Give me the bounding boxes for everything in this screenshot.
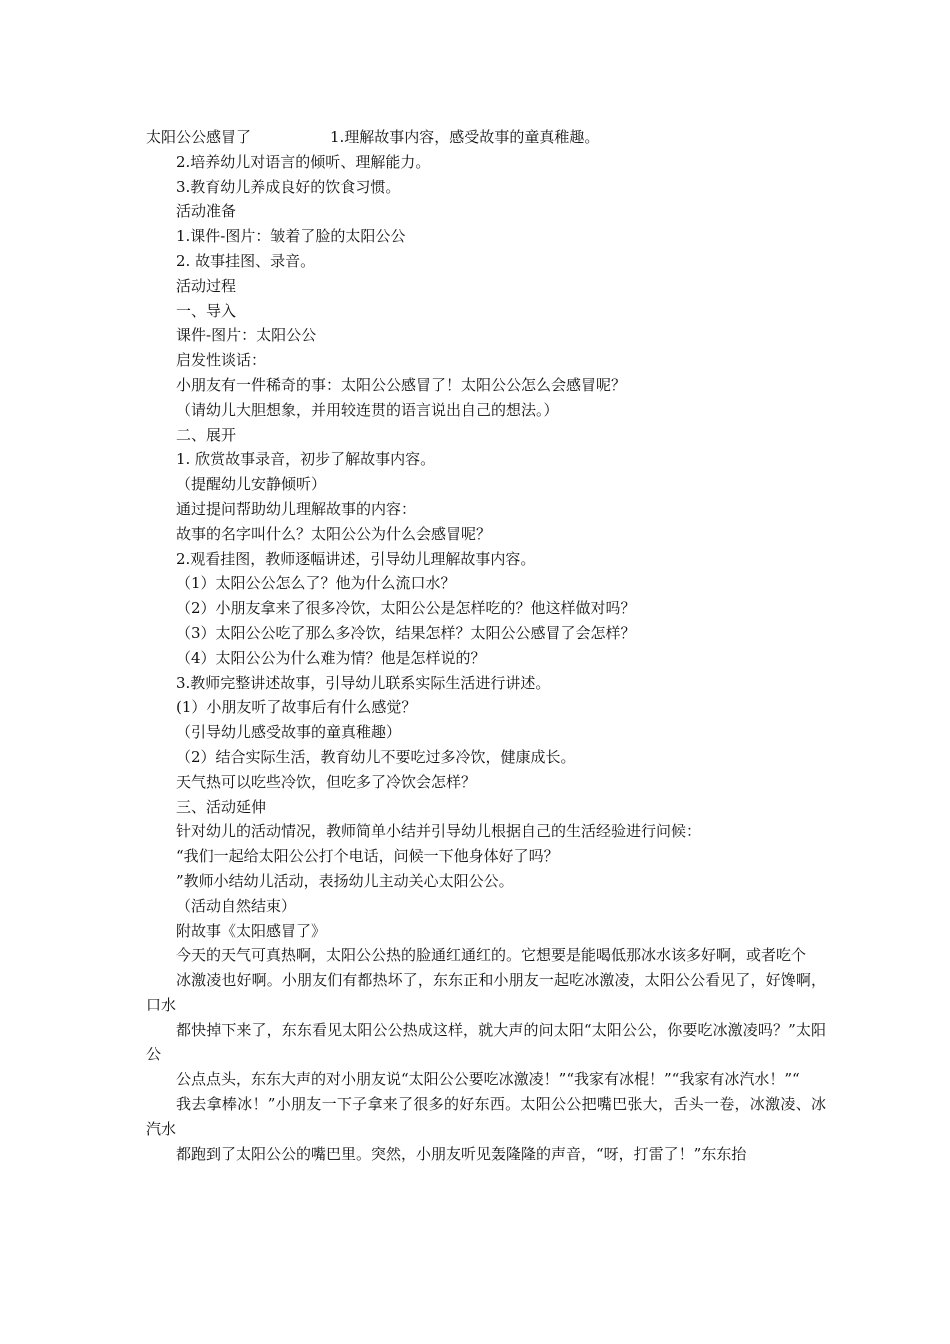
text-line: （请幼儿大胆想象，并用较连贯的语言说出自己的想法。） [176, 400, 559, 419]
story-paragraph: 公点点头，东东大声的对小朋友说“太阳公公要吃冰激凌！”“我家有冰棍！”“我家有冰汽水！”“ [176, 1070, 800, 1089]
text-line: 启发性谈话： [176, 351, 267, 370]
story-title: 附故事《太阳感冒了》 [176, 921, 327, 940]
story-paragraph: 冰激凌也好啊。小朋友们有都热坏了，东东正和小朋友一起吃冰激凌，太阳公公看见了，好馋啊，口水 [146, 971, 826, 1014]
text-line: （2）结合实际生活，教育幼儿不要吃过多冷饮，健康成长。 [176, 747, 576, 766]
preparation-item-2: 2. 故事挂图、录音。 [176, 251, 316, 270]
text-line: （活动自然结束） [176, 896, 297, 915]
text-line: 通过提问帮助幼儿理解故事的内容： [176, 499, 417, 518]
document-body [146, 125, 826, 1166]
section-heading-process: 活动过程 [176, 276, 237, 295]
text-line: ”教师小结幼儿活动，表扬幼儿主动关心太阳公公。 [176, 871, 514, 890]
title-line [146, 125, 826, 150]
text-line: 2.观看挂图，教师逐幅讲述，引导幼儿理解故事内容。 [176, 549, 536, 568]
question-2: （2）小朋友拿来了很多冷饮，太阳公公是怎样吃的？他这样做对吗？ [176, 599, 636, 618]
text-line: 天气热可以吃些冷饮，但吃多了冷饮会怎样？ [176, 772, 477, 791]
goal-3: 3.教育幼儿养成良好的饮食习惯。 [176, 177, 401, 196]
goal-2: 2.培养幼儿对语言的倾听、理解能力。 [176, 152, 431, 171]
text-line: 1. 欣赏故事录音，初步了解故事内容。 [176, 450, 436, 469]
story-paragraph: 我去拿棒冰！”小朋友一下子拿来了很多的好东西。太阳公公把嘴巴张大，舌头一卷，冰激凌、冰汽水 [146, 1095, 826, 1138]
step-heading-extension: 三、活动延伸 [176, 797, 267, 816]
text-line: 3.教师完整讲述故事，引导幼儿联系实际生活进行讲述。 [176, 673, 551, 692]
story-paragraph: 都跑到了太阳公公的嘴巴里。突然，小朋友听见轰隆隆的声音，“呀，打雷了！”东东抬 [176, 1144, 747, 1163]
story-paragraph: 都快掉下来了，东东看见太阳公公热成这样，就大声的问太阳“太阳公公，你要吃冰激凌吗？”太阳公 [146, 1020, 826, 1064]
question-3: （3）太阳公公吃了那么多冷饮，结果怎样？太阳公公感冒了会怎样？ [176, 623, 636, 642]
text-line: “我们一起给太阳公公打个电话，问候一下他身体好了吗？ [176, 847, 559, 866]
section-heading-preparation: 活动准备 [176, 202, 237, 221]
text-line: 课件-图片：太阳公公 [176, 326, 317, 345]
text-line: 故事的名字叫什么？太阳公公为什么会感冒呢？ [176, 524, 492, 543]
goal-1: 1.理解故事内容，感受故事的童真稚趣。 [330, 128, 600, 146]
text-line: 小朋友有一件稀奇的事：太阳公公感冒了！太阳公公怎么会感冒呢？ [176, 375, 627, 394]
story-paragraph: 今天的天气可真热啊，太阳公公热的脸通红通红的。它想要是能喝低那冰水该多好啊，或者吃个 [176, 946, 807, 965]
text-line: (1）小朋友听了故事后有什么感觉？ [176, 698, 417, 717]
text-line: （引导幼儿感受故事的童真稚趣） [176, 723, 402, 742]
step-heading-intro: 一、导入 [176, 301, 237, 320]
preparation-item-1: 1.课件-图片：皱着了脸的太阳公公 [176, 227, 406, 246]
text-line: 针对幼儿的活动情况，教师简单小结并引导幼儿根据自己的生活经验进行问候： [176, 822, 702, 841]
document-title: 太阳公公感冒了 [146, 128, 252, 146]
question-4: （4）太阳公公为什么难为情？他是怎样说的？ [176, 648, 486, 667]
text-line: （提醒幼儿安静倾听） [176, 475, 327, 494]
question-1: （1）太阳公公怎么了？他为什么流口水？ [176, 574, 456, 593]
step-heading-develop: 二、展开 [176, 425, 237, 444]
